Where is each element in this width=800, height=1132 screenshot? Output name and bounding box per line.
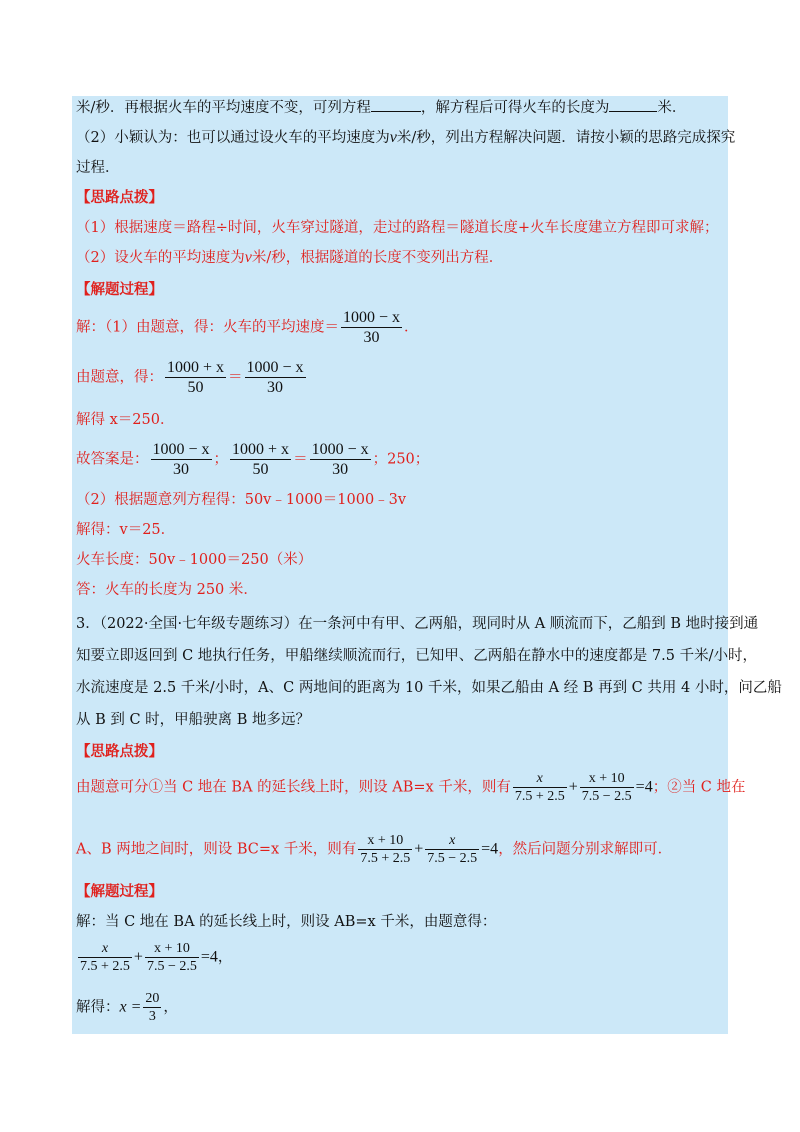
text: ；250； xyxy=(372,451,430,468)
operator: =4 xyxy=(635,778,653,796)
text: ， xyxy=(163,999,178,1016)
fraction xyxy=(78,940,132,975)
denominator: 7.5 + 2.5 xyxy=(80,959,130,974)
denominator: 7.5 − 2.5 xyxy=(146,959,197,974)
operator: + xyxy=(568,778,578,796)
text: ；②当 C 地在 xyxy=(652,779,746,796)
answer-blank xyxy=(371,110,421,112)
solution-line: 由题意，得： $\frac{1000 + x}{50}$ ＝ $\frac{1000 - x}{30}$ xyxy=(76,359,304,396)
numerator: 1000 − x xyxy=(342,309,401,326)
fraction xyxy=(358,832,412,867)
numerator: 1000 − x xyxy=(311,441,369,458)
text: 解：（1）由题意，得：火车的平均速度＝ xyxy=(76,319,339,336)
numerator: 20 xyxy=(145,991,160,1006)
solution-line: （2）根据题意列方程得：50v﹣1000＝1000﹣3v xyxy=(76,492,407,508)
text: 米． xyxy=(657,100,687,116)
fraction xyxy=(151,440,212,479)
section-heading: 【解题过程】 xyxy=(76,883,163,900)
solution-line xyxy=(76,990,178,1025)
text: 米/秒．再根据火车的平均速度不变，可列方程 xyxy=(76,100,371,116)
numerator: x xyxy=(78,940,132,958)
denominator: 7.5 + 2.5 xyxy=(514,789,565,804)
variable: x = xyxy=(119,998,142,1016)
fraction xyxy=(143,990,161,1025)
text: ，然后问题分别求解即可． xyxy=(498,841,673,858)
solution-line: 解得 x＝250． xyxy=(76,412,175,428)
numerator: 1000 + x xyxy=(232,441,290,458)
denominator: 7.5 − 2.5 xyxy=(581,789,632,804)
text: 米/秒，根据隧道的长度不变列出方程． xyxy=(251,250,504,266)
denominator: 7.5 + 2.5 xyxy=(360,851,411,866)
solution-line: 解：当 C 地在 BA 的延长线上时，则设 AB=x 千米，由题意得： xyxy=(76,914,497,930)
numerator: x + 10 xyxy=(145,940,199,958)
equation-line xyxy=(76,940,232,975)
numerator: 1000 − x xyxy=(246,359,304,376)
fraction xyxy=(513,770,567,805)
text: ． xyxy=(404,319,419,336)
fraction xyxy=(245,358,306,397)
hint-line xyxy=(76,832,672,867)
fraction xyxy=(165,358,226,397)
denominator: 30 xyxy=(267,379,284,396)
section-heading: 【思路点拨】 xyxy=(76,743,163,760)
denominator: 50 xyxy=(187,379,204,396)
solution-line: 解得：v＝25． xyxy=(76,522,176,538)
question-line: 3．（2022·全国·七年级专题练习）在一条河中有甲、乙两船，现同时从 A 顺流而下，乙船到 B 地时接到通 xyxy=(76,616,759,632)
fraction xyxy=(341,308,402,347)
question-line: 水流速度是 2.5 千米/小时，A、C 两地间的距离为 10 千米，如果乙船由 A 经 B 再到 C 共用 4 小时，问乙船 xyxy=(76,680,782,696)
section-heading: 【解题过程】 xyxy=(76,281,163,298)
fraction xyxy=(425,832,479,867)
hint-line: （1）根据速度＝路程÷时间，火车穿过隧道，走过的路程＝隧道长度+火车长度建立方程即可求解； xyxy=(76,220,719,236)
denominator: 50 xyxy=(252,461,269,478)
numerator: x xyxy=(425,832,479,850)
text: 解得： xyxy=(76,999,120,1016)
numerator: 1000 + x xyxy=(167,359,225,376)
solution-line xyxy=(76,308,419,347)
text-line xyxy=(76,98,686,118)
text: 由题意，得： xyxy=(76,369,163,386)
text-line: 过程． xyxy=(76,160,120,176)
denominator: 30 xyxy=(363,329,380,346)
answer-blank xyxy=(609,110,657,112)
operator: + xyxy=(414,840,424,858)
text: 米/秒，列出方程解决问题．请按小颖的思路完成探究 xyxy=(396,130,736,146)
text: A、B 两地之间时，则设 BC=x 千米，则有 xyxy=(76,841,357,858)
text-line xyxy=(76,128,735,148)
denominator: 7.5 − 2.5 xyxy=(427,851,478,866)
text: ； xyxy=(213,451,229,468)
hint-line xyxy=(76,248,503,268)
text: （2）小颖认为：也可以通过设火车的平均速度为 xyxy=(76,130,390,146)
numerator: x xyxy=(513,770,567,788)
fraction xyxy=(230,440,291,479)
operator: =4 xyxy=(481,840,499,858)
solution-line: 火车长度：50v﹣1000＝250（米） xyxy=(76,552,313,568)
operator: =4 xyxy=(200,948,218,966)
question-line: 知要立即返回到 C 地执行任务，甲船继续顺流而行，已知甲、乙两船在静水中的速度都是 7.5 千米/小时， xyxy=(76,648,757,664)
variable: v xyxy=(389,129,397,146)
text: （2）设火车的平均速度为 xyxy=(76,250,245,266)
fraction xyxy=(580,770,634,805)
text: ， xyxy=(217,949,233,966)
hint-line xyxy=(76,770,746,805)
question-line: 从 B 到 C 时，甲船驶离 B 地多远？ xyxy=(76,712,311,728)
text: 由题意可分①当 C 地在 BA 的延长线上时，则设 AB=x 千米，则有 xyxy=(76,779,511,796)
denominator: 30 xyxy=(332,461,349,478)
denominator: 3 xyxy=(148,1009,156,1024)
numerator: 1000 − x xyxy=(152,441,210,458)
numerator: x + 10 xyxy=(358,832,412,850)
variable: v xyxy=(244,249,252,266)
text: 故答案是： xyxy=(76,451,149,468)
text: ，解方程后可得火车的长度为 xyxy=(420,100,610,116)
numerator: x + 10 xyxy=(580,770,634,788)
section-heading: 【思路点拨】 xyxy=(76,189,163,206)
solution-line: 答：火车的长度为 250 米． xyxy=(76,582,258,598)
fraction xyxy=(310,440,371,479)
solution-line: 故答案是： $\frac{1000 - x}{30}$ ； $\frac{1000 + x}{50}$ ＝ $\frac{1000 - x}{30}$ ；250； xyxy=(76,441,430,478)
fraction xyxy=(145,940,199,975)
operator: + xyxy=(133,948,143,966)
denominator: 30 xyxy=(173,461,190,478)
